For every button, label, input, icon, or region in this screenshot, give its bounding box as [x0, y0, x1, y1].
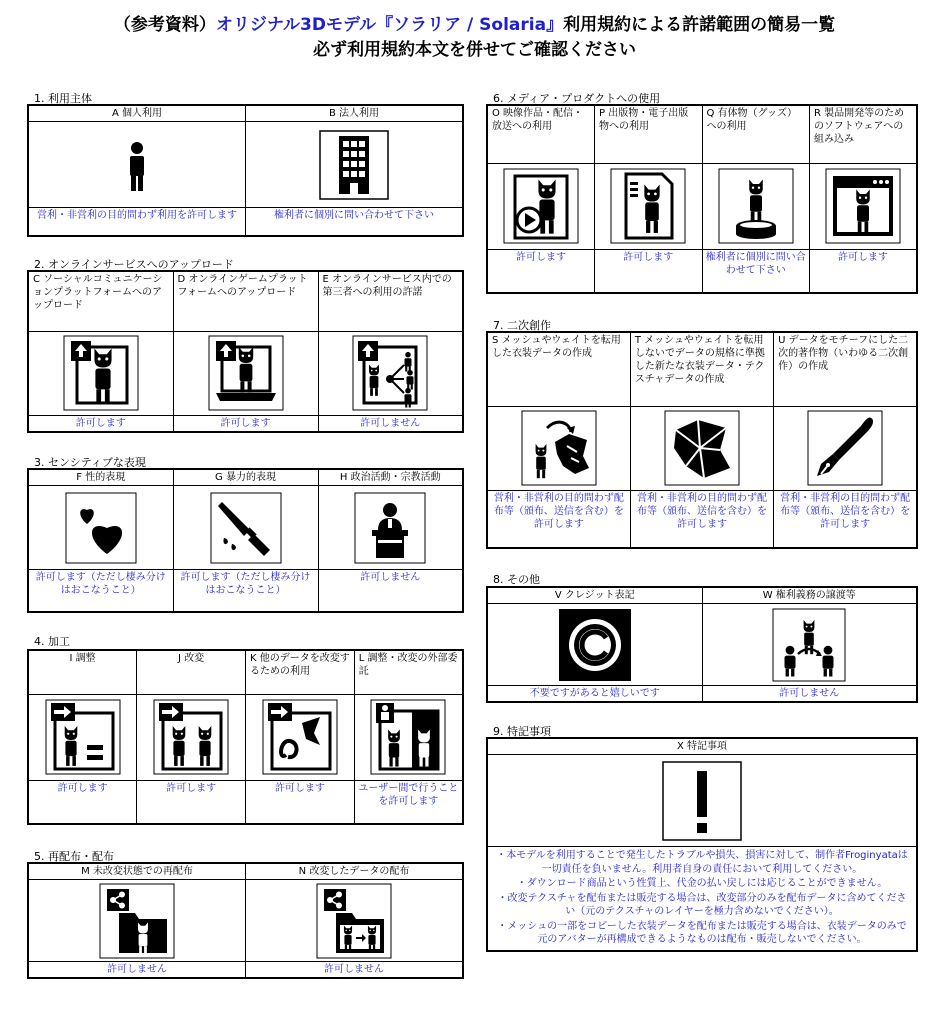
section-5-label: 5. 再配布・配布 [34, 850, 114, 863]
item-l-answer: ユーザー間で行うことを許可します [354, 780, 463, 824]
special-notes [487, 847, 917, 951]
section-9-label: 9. 特記事項 [493, 725, 551, 738]
item-m-answer: 許可しません [28, 962, 246, 979]
note-item: ・改変テクスチャを配布または販売する場合は、改変部分のみを配布データに含めてください（元のテクスチャのレイヤーを極力含めないでください）。 [497, 892, 907, 917]
knife-icon [173, 486, 318, 570]
item-b-answer: 権利者に個別に問い合わせて下さい [246, 208, 464, 236]
other-data-icon [246, 694, 355, 780]
note-item: ・ダウンロード商品という性質上、代金の払い戻しには応じることができません。 [516, 878, 888, 889]
video-icon [487, 163, 595, 249]
section-2-label: 2. オンラインサービスへのアップロード [34, 258, 234, 271]
page-title [0, 10, 949, 35]
item-k-answer: 許可します [246, 780, 355, 824]
section-6-table [486, 104, 918, 294]
item-o-head: O 映像作品・配信・放送への利用 [487, 105, 595, 163]
item-c-head: C ソーシャルコミュニケーションプラットフォームへのアップロード [28, 271, 173, 331]
figure-icon [702, 163, 810, 249]
section-4-label: 4. 加工 [34, 635, 70, 648]
item-g-answer: 許可します（ただし棲み分けはおこなうこと） [173, 570, 318, 612]
item-t-head: T メッシュやウェイトを転用しないでデータの規格に準拠した新たな衣装データ・テクスチャデータの作成 [630, 332, 773, 406]
share-folder-icon [28, 880, 246, 962]
section-6-label: 6. メディア・プロダクトへの使用 [493, 92, 661, 105]
section-4-table [27, 649, 464, 825]
item-w-answer: 許可しません [702, 686, 917, 703]
page-subtitle: 必ず利用規約本文を併せてご確認ください [313, 40, 636, 60]
section-7-label: 7. 二次創作 [493, 319, 551, 332]
speaker-podium-icon [318, 486, 463, 570]
transfer-icon [702, 604, 917, 686]
item-e-head: E オンラインサービス内での第三者への利用の許諾 [318, 271, 463, 331]
item-s-head: S メッシュやウェイトを転用した衣装データの作成 [487, 332, 630, 406]
item-d-answer: 許可します [173, 415, 318, 432]
item-q-head: Q 有体物（グッズ）への利用 [702, 105, 810, 163]
item-b-head: B 法人利用 [246, 105, 464, 122]
item-c-answer: 許可します [28, 415, 173, 432]
item-g-head: G 暴力的表現 [173, 469, 318, 486]
item-h-answer: 許可しません [318, 570, 463, 612]
item-q-answer: 権利者に個別に問い合わせて下さい [702, 249, 810, 293]
item-m-head: M 未改変状態での再配布 [28, 863, 246, 880]
item-e-answer: 許可しません [318, 415, 463, 432]
item-l-head: L 調整・改変の外部委託 [354, 650, 463, 694]
document-icon [595, 163, 703, 249]
section-1-table [27, 104, 464, 237]
section-7-table [486, 331, 918, 549]
item-d-head: D オンラインゲームプラットフォームへのアップロード [173, 271, 318, 331]
item-v-head: V クレジット表記 [487, 587, 702, 604]
section-3-table [27, 468, 464, 613]
item-n-head: N 改変したデータの配布 [246, 863, 464, 880]
item-v-answer: 不要ですがあると嬉しいです [487, 686, 702, 703]
item-p-answer: 許可します [595, 249, 703, 293]
item-r-head: R 製品開発等のためのソフトウェアへの組み込み [810, 105, 918, 163]
outsource-icon [354, 694, 463, 780]
upload-share-icon [318, 331, 463, 415]
mesh-transfer-icon [487, 406, 630, 490]
title-prefix: （参考資料） [113, 15, 216, 35]
item-a-answer: 営利・非営利の目的問わず利用を許可します [28, 208, 246, 236]
hearts-icon [28, 486, 173, 570]
section-8-label: 8. その他 [493, 573, 540, 586]
item-s-answer: 営利・非営利の目的問わず配布等（頒布、送信を含む）を許可します [487, 490, 630, 548]
section-8-table [486, 586, 918, 703]
item-j-head: J 改変 [137, 650, 246, 694]
item-x-head: X 特記事項 [487, 738, 917, 755]
section-9-table [486, 737, 918, 952]
building-icon [246, 122, 464, 208]
item-p-head: P 出版物・電子出版物への利用 [595, 105, 703, 163]
item-t-answer: 営利・非営利の目的問わず配布等（頒布、送信を含む）を許可します [630, 490, 773, 548]
upload-screen-icon [28, 331, 173, 415]
item-i-head: I 調整 [28, 650, 137, 694]
item-a-head: A 個人利用 [28, 105, 246, 122]
adjust-icon [28, 694, 137, 780]
exclamation-icon [487, 755, 917, 847]
title-suffix: 利用規約による許諾範囲の簡易一覧 [563, 15, 836, 35]
item-w-head: W 権利義務の譲渡等 [702, 587, 917, 604]
modify-icon [137, 694, 246, 780]
person-icon [28, 122, 246, 208]
section-5-table [27, 862, 464, 979]
item-k-head: K 他のデータを改変するための利用 [246, 650, 355, 694]
item-f-answer: 許可します（ただし棲み分けはおこなうこと） [28, 570, 173, 612]
item-u-answer: 営利・非営利の目的問わず配布等（頒布、送信を含む）を許可します [774, 490, 917, 548]
share-modified-icon [246, 880, 464, 962]
item-h-head: H 政治活動・宗教活動 [318, 469, 463, 486]
item-i-answer: 許可します [28, 780, 137, 824]
section-2-table [27, 270, 464, 433]
item-r-answer: 許可します [810, 249, 918, 293]
note-item: ・本モデルを利用することで発生したトラブルや損失、損害に対して、制作者Froginyataは一切責任を負いません。利用者自身の責任において利用してください。 [496, 850, 908, 875]
item-u-head: U データをモチーフにした二次的著作物（いわゆる二次創作）の作成 [774, 332, 917, 406]
software-window-icon [810, 163, 918, 249]
section-1-label: 1. 利用主体 [34, 92, 92, 105]
item-o-answer: 許可します [487, 249, 595, 293]
item-f-head: F 性的表現 [28, 469, 173, 486]
item-n-answer: 許可しません [246, 962, 464, 979]
product-name: オリジナル3Dモデル『ソラリア / Solaria』 [215, 15, 564, 35]
note-item: ・メッシュの一部をコピーした衣装データを配布または販売する場合は、衣装データのみで元のアバターが再構成できるようなものは配布・販売しないでください。 [497, 920, 907, 945]
pen-nib-icon [774, 406, 917, 490]
copyright-icon [487, 604, 702, 686]
section-3-label: 3. センシティブな表現 [34, 456, 146, 469]
upload-laptop-icon [173, 331, 318, 415]
new-costume-icon [630, 406, 773, 490]
item-j-answer: 許可します [137, 780, 246, 824]
